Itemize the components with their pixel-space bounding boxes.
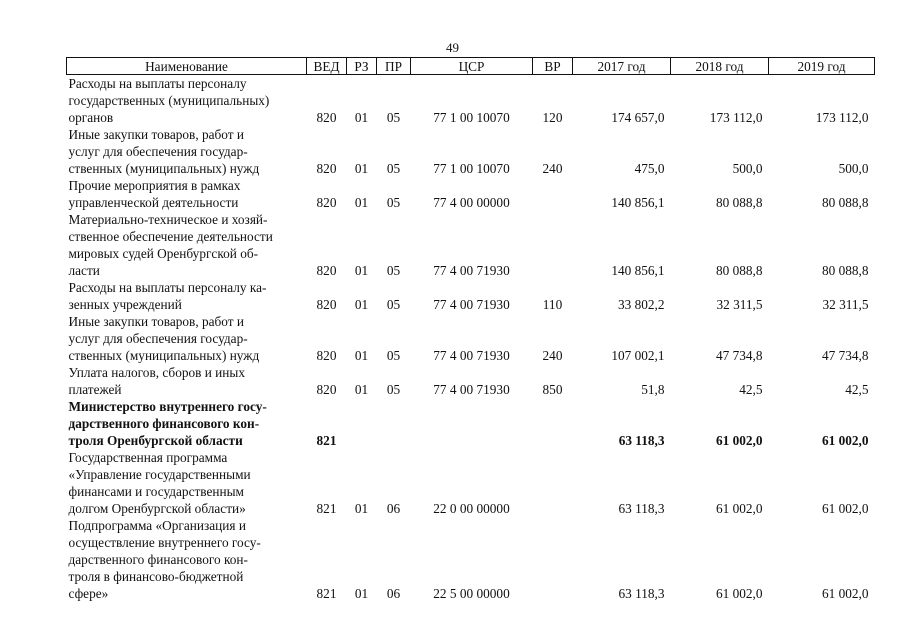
row-ved: 820: [316, 161, 337, 176]
header-2017: 2017 год: [573, 58, 671, 75]
table-row: [67, 75, 875, 127]
row-2019: 500,0: [838, 161, 869, 176]
row-name: Расходы на выплаты персоналу государственных (муниципальных) органов: [68, 76, 270, 125]
row-csr: 77 4 00 71930: [433, 263, 510, 278]
row-ved: 820: [316, 110, 337, 125]
header-vr: ВР: [533, 58, 573, 75]
row-2019: 32 311,5: [822, 297, 869, 312]
table-row: [67, 177, 875, 211]
table-row: [67, 517, 875, 602]
row-csr: 22 5 00 00000: [433, 586, 510, 601]
row-ved: 820: [316, 382, 337, 397]
table-row: [67, 279, 875, 313]
row-pr: 05: [386, 382, 401, 397]
row-vr: [533, 211, 573, 279]
row-2017: 174 657,0: [611, 110, 665, 125]
table-header-row: [67, 58, 875, 75]
row-2017: 475,0: [634, 161, 665, 176]
row-2018: 80 088,8: [715, 263, 763, 278]
row-csr: [411, 398, 533, 449]
row-pr: 05: [386, 348, 401, 363]
header-pr: ПР: [377, 58, 411, 75]
header-2018: 2018 год: [671, 58, 769, 75]
table-row: [67, 313, 875, 364]
row-name: Иные закупки товаров, работ и услуг для обеспечения государ- ственных (муниципальных) нужд: [68, 314, 260, 363]
row-2019: 80 088,8: [821, 195, 869, 210]
budget-table: [66, 57, 875, 602]
row-2017: 140 856,1: [611, 263, 665, 278]
row-2018: 42,5: [739, 382, 763, 397]
row-name: Государственная программа «Управление государственными финансами и государственным долгом Оренбургской области»: [68, 450, 251, 516]
row-pr: 05: [386, 110, 401, 125]
row-name: Материально-техническое и хозяй- ственное обеспечение деятельности мировых судей Оренбургской об- ласти: [68, 212, 273, 278]
row-2019: 61 002,0: [821, 586, 869, 601]
row-name: Министерство внутреннего госу- дарственного финансового кон- троля Оренбургской области: [68, 399, 267, 448]
row-ved: 820: [316, 297, 337, 312]
row-pr: 05: [386, 161, 401, 176]
row-2017: 33 802,2: [617, 297, 665, 312]
row-vr: [533, 517, 573, 602]
header-rz: РЗ: [347, 58, 377, 75]
row-name: Подпрограмма «Организация и осуществление внутреннего госу- дарственного финансового кон- троля в финансово-бюджетной сфере»: [68, 518, 261, 601]
row-rz: 01: [354, 195, 369, 210]
row-2018: 61 002,0: [715, 501, 763, 516]
row-rz: 01: [354, 297, 369, 312]
row-csr: 77 4 00 71930: [433, 348, 510, 363]
row-2017: 63 118,3: [618, 501, 665, 516]
header-name: Наименование: [67, 58, 307, 75]
row-csr: 22 0 00 00000: [433, 501, 510, 516]
row-vr: 240: [542, 348, 563, 363]
row-csr: 77 1 00 10070: [433, 161, 510, 176]
row-ved: 820: [316, 263, 337, 278]
row-pr: 05: [386, 297, 401, 312]
row-vr: [533, 177, 573, 211]
table-row: [67, 398, 875, 449]
row-2018: 61 002,0: [715, 433, 763, 448]
row-rz: 01: [354, 110, 369, 125]
row-name: Прочие мероприятия в рамках управленческой деятельности: [68, 178, 241, 210]
row-rz: 01: [354, 161, 369, 176]
row-name: Уплата налогов, сборов и иных платежей: [68, 365, 246, 397]
row-vr: 110: [542, 297, 563, 312]
table-row: [67, 126, 875, 177]
row-rz: 01: [354, 263, 369, 278]
header-2019: 2019 год: [769, 58, 875, 75]
row-rz: 01: [354, 586, 369, 601]
row-2017: 51,8: [641, 382, 665, 397]
row-2019: 42,5: [845, 382, 869, 397]
row-pr: 06: [386, 586, 401, 601]
row-pr: 05: [386, 195, 401, 210]
row-2018: 500,0: [732, 161, 763, 176]
row-rz: [347, 398, 377, 449]
row-pr: 06: [386, 501, 401, 516]
row-2018: 32 311,5: [716, 297, 763, 312]
row-2019: 61 002,0: [821, 433, 869, 448]
table-row: [67, 364, 875, 398]
row-ved: 821: [316, 501, 337, 516]
row-pr: 05: [386, 263, 401, 278]
row-csr: 77 1 00 10070: [433, 110, 510, 125]
row-csr: 77 4 00 71930: [433, 297, 510, 312]
row-2019: 173 112,0: [815, 110, 869, 125]
row-pr: [377, 398, 411, 449]
row-2018: 173 112,0: [709, 110, 763, 125]
row-2019: 47 734,8: [821, 348, 869, 363]
row-rz: 01: [354, 348, 369, 363]
row-2019: 61 002,0: [821, 501, 869, 516]
row-ved: 820: [316, 195, 337, 210]
row-vr: 120: [542, 110, 563, 125]
row-vr: [533, 398, 573, 449]
row-name: Иные закупки товаров, работ и услуг для обеспечения государ- ственных (муниципальных) нужд: [68, 127, 260, 176]
row-csr: 77 4 00 71930: [433, 382, 510, 397]
row-rz: 01: [354, 501, 369, 516]
row-2017: 140 856,1: [611, 195, 665, 210]
row-csr: 77 4 00 00000: [433, 195, 510, 210]
header-csr: ЦСР: [411, 58, 533, 75]
row-2017: 63 118,3: [618, 586, 665, 601]
row-vr: 850: [542, 382, 563, 397]
row-2017: 63 118,3: [618, 433, 665, 448]
row-ved: 820: [316, 348, 337, 363]
row-rz: 01: [354, 382, 369, 397]
row-2017: 107 002,1: [611, 348, 665, 363]
table-row: [67, 211, 875, 279]
row-2018: 61 002,0: [715, 586, 763, 601]
header-ved: ВЕД: [307, 58, 347, 75]
row-vr: 240: [542, 161, 563, 176]
row-2018: 47 734,8: [715, 348, 763, 363]
row-2018: 80 088,8: [715, 195, 763, 210]
page-number: 49: [446, 40, 459, 55]
row-2019: 80 088,8: [821, 263, 869, 278]
table-row: [67, 449, 875, 517]
row-ved: 821: [316, 433, 337, 448]
row-name: Расходы на выплаты персоналу ка- зенных учреждений: [68, 280, 267, 312]
row-ved: 821: [316, 586, 337, 601]
row-vr: [533, 449, 573, 517]
